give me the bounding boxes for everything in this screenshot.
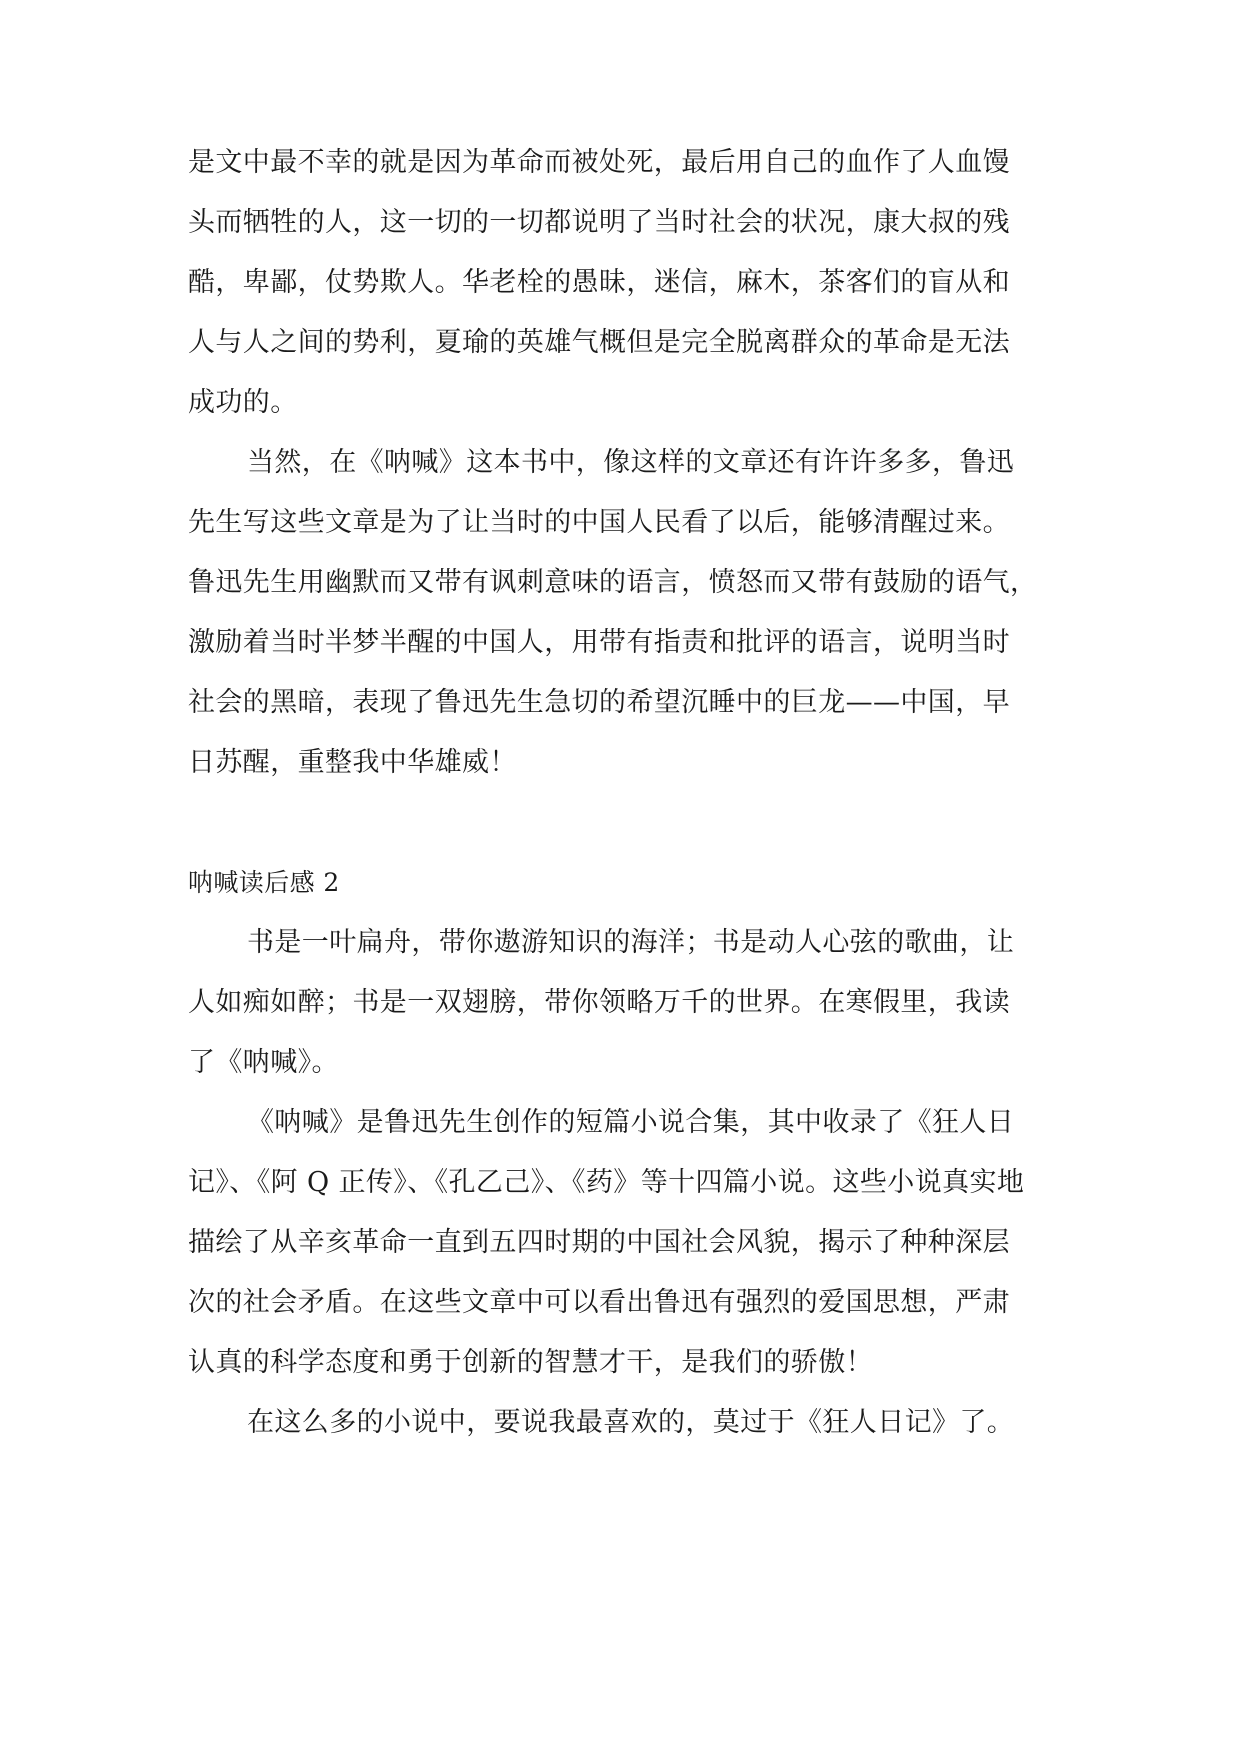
paragraph-line: 成功的。	[188, 387, 298, 418]
paragraph-line: 当然，在《呐喊》这本书中，像这样的文章还有许许多多，鲁迅	[247, 447, 1015, 478]
paragraph-line: 了《呐喊》。	[188, 1047, 339, 1078]
paragraph-line: 人如痴如醉；书是一双翅膀，带你领略万千的世界。在寒假里，我读	[188, 987, 1010, 1018]
paragraph-line: 头而牺牲的人，这一切的一切都说明了当时社会的状况，康大叔的残	[188, 207, 1010, 238]
paragraph-line: 社会的黑暗，表现了鲁迅先生急切的希望沉睡中的巨龙——中国，早	[188, 687, 1010, 718]
paragraph-line: 描绘了从辛亥革命一直到五四时期的中国社会风貌，揭示了种种深层	[188, 1227, 1010, 1258]
paragraph-line: 次的社会矛盾。在这些文章中可以看出鲁迅有强烈的爱国思想，严肃	[188, 1287, 1010, 1318]
paragraph-line: 人与人之间的势利，夏瑜的英雄气概但是完全脱离群众的革命是无法	[188, 327, 1010, 358]
section-title: 呐喊读后感 2	[188, 868, 340, 897]
paragraph-line: 酷，卑鄙，仗势欺人。华老栓的愚昧，迷信，麻木，茶客们的盲从和	[188, 267, 1010, 298]
paragraph-line: 日苏醒，重整我中华雄威！	[188, 747, 517, 778]
paragraph-line: 认真的科学态度和勇于创新的智慧才干，是我们的骄傲！	[188, 1347, 873, 1378]
paragraph-line: 是文中最不幸的就是因为革命而被处死，最后用自己的血作了人血馒	[188, 147, 1010, 178]
paragraph-line: 记》、《阿 Q 正传》、《孔乙己》、《药》等十四篇小说。这些小说真实地	[188, 1167, 1025, 1198]
paragraph-line: 激励着当时半梦半醒的中国人，用带有指责和批评的语言，说明当时	[188, 627, 1010, 658]
paragraph-line: 书是一叶扁舟，带你遨游知识的海洋；书是动人心弦的歌曲，让	[247, 927, 1015, 958]
paragraph-line: 鲁迅先生用幽默而又带有讽刺意味的语言，愤怒而又带有鼓励的语气，	[188, 567, 1038, 598]
paragraph-line: 《呐喊》是鲁迅先生创作的短篇小说合集，其中收录了《狂人日	[247, 1107, 1015, 1138]
paragraph-line: 先生写这些文章是为了让当时的中国人民看了以后，能够清醒过来。	[188, 507, 1010, 538]
paragraph-line: 在这么多的小说中，要说我最喜欢的，莫过于《狂人日记》了。	[247, 1407, 1015, 1438]
